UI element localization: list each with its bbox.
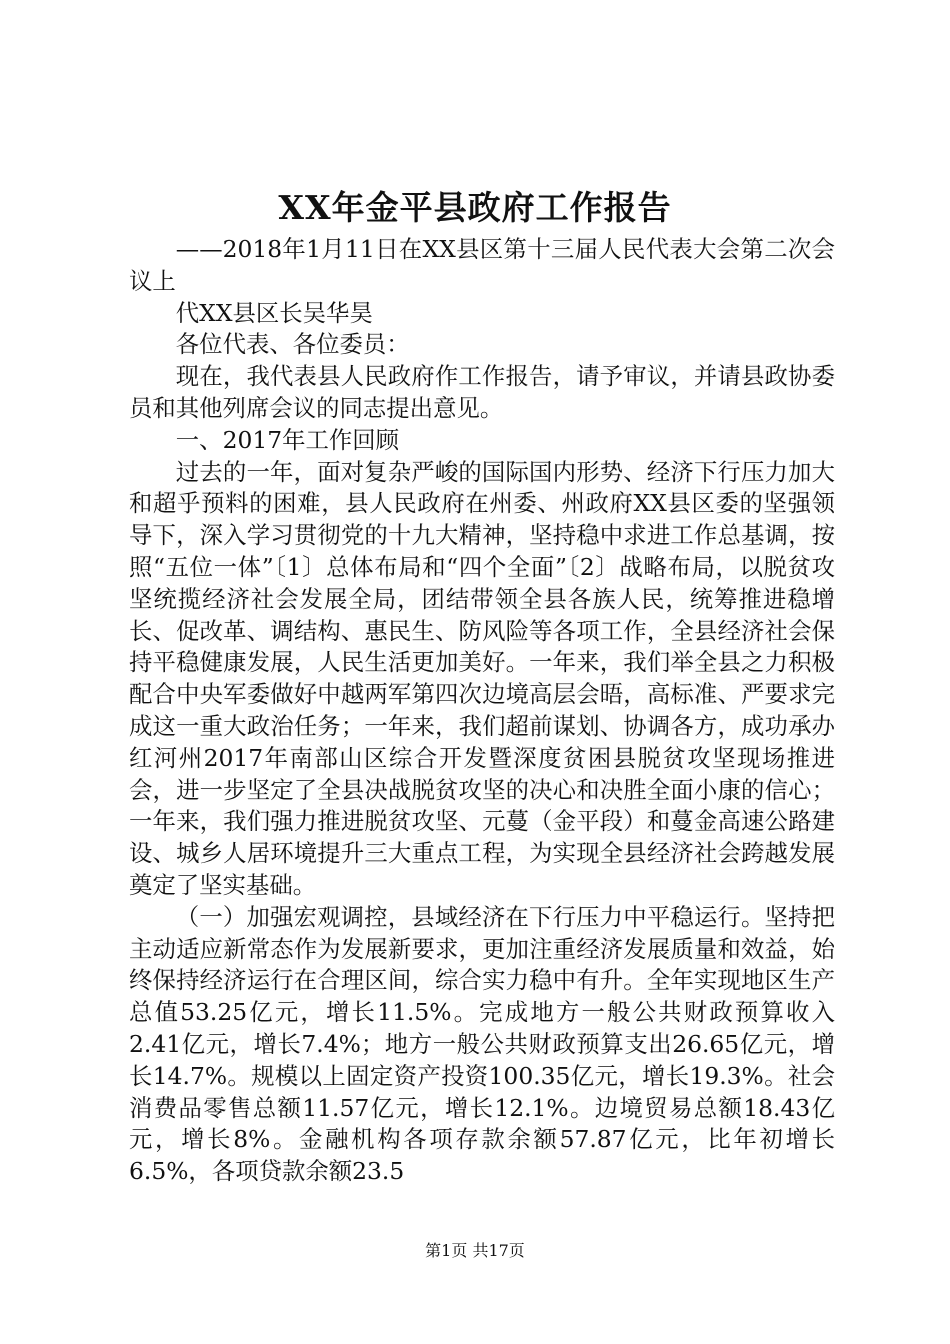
page-number-footer: 第1页 共17页	[425, 1241, 525, 1260]
document-title: XX年金平县政府工作报告	[278, 188, 672, 227]
review-paragraph: 过去的一年，面对复杂严峻的国际国内形势、经济下行压力加大和超乎预料的困难，县人民政府在州委、州政府XX县区委的坚强领导下，深入学习贯彻党的十九大精神，坚持稳中求进工作总基调，按照“五位一体”〔1〕总体布局和“四个全面”〔2〕战略布局，以脱贫攻坚统揽经济社会发展全局，团结带领全县各族人民，统筹推进稳增长、促改革、调结构、惠民生、防风险等各项工作，全县经济社会保持平稳健康发展，人民生活更加美好。一年来，我们举全县之力积极配合中央军委做好中越两军第四次边境高层会晤，高标准、严要求完成这一重大政治任务；一年来，我们超前谋划、协调各方，成功承办红河州2017年南部山区综合开发暨深度贫困县脱贫攻坚现场推进会，进一步坚定了全县决战脱贫攻坚的决心和决胜全面小康的信心；一年来，我们强力推进脱贫攻坚、元蔓（金平段）和蔓金高速公路建设、城乡人居环境提升三大重点工程，为实现全县经济社会跨越发展奠定了坚实基础。	[129, 457, 835, 899]
section-heading: 一、2017年工作回顾	[175, 425, 400, 454]
speaker-line: 代XX县区长吴华昊	[175, 298, 373, 327]
subtitle-paragraph: ——2018年1月11日在XX县区第十三届人民代表大会第二次会议上	[129, 235, 835, 295]
document-body	[129, 234, 835, 1188]
opening-paragraph: 现在，我代表县人民政府作工作报告，请予审议，并请县政协委员和其他列席会议的同志提出意见。	[129, 362, 835, 422]
subsection-paragraph: （一）加强宏观调控，县域经济在下行压力中平稳运行。坚持把主动适应新常态作为发展新要求，更加注重经济发展质量和效益，始终保持经济运行在合理区间，综合实力稳中有升。全年实现地区生产总值53.25亿元，增长11.5%。完成地方一般公共财政预算收入2.41亿元，增长7.4%；地方一般公共财政预算支出26.65亿元，增长14.7%。规模以上固定资产投资100.35亿元，增长19.3%。社会消费品零售总额11.57亿元，增长12.1%。边境贸易总额18.43亿元，增长8%。金融机构各项存款余额57.87亿元，比年初增长6.5%，各项贷款余额23.5	[129, 902, 835, 1186]
salutation: 各位代表、各位委员：	[175, 330, 410, 359]
